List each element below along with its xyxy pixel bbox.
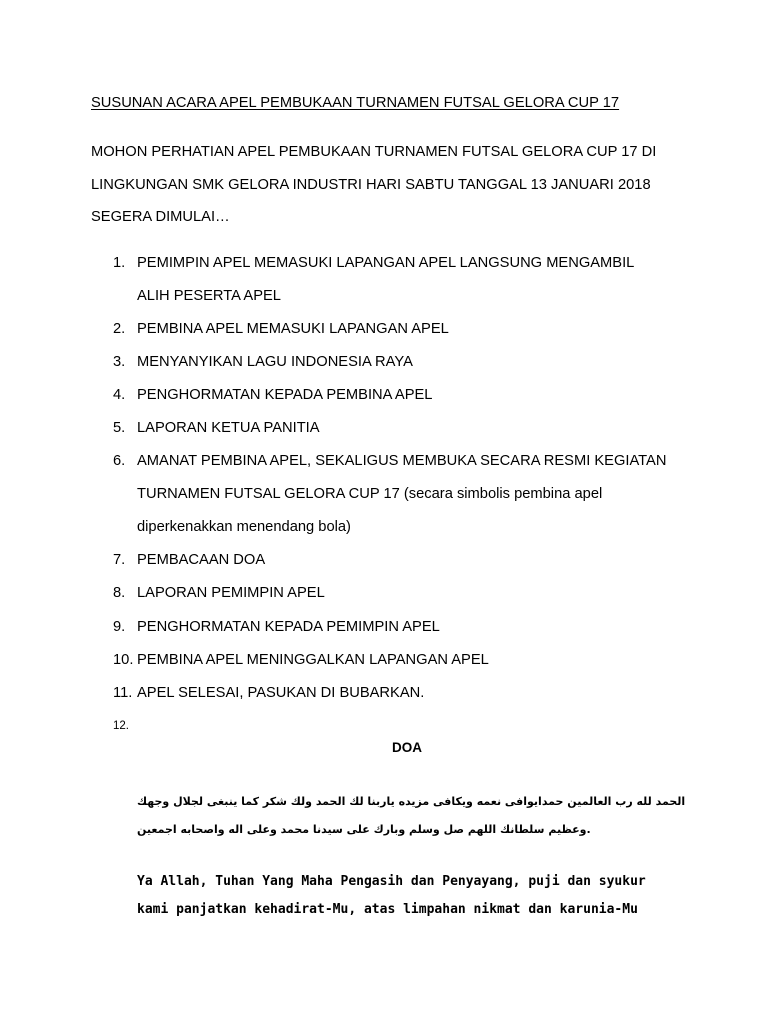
agenda-item-line: ALIH PESERTA APEL (137, 287, 281, 304)
agenda-item-text (137, 644, 489, 677)
arabic-prayer-line: وعظيم سلطانك اللهم صل وسلم وبارك على سيدنا محمد وعلى اله واصحابه اجمعين. (137, 823, 591, 836)
agenda-item (113, 677, 666, 710)
agenda-item-number: 1. (113, 254, 126, 271)
agenda-item-line: LAPORAN PEMIMPIN APEL (137, 585, 325, 602)
agenda-item-number: 2. (113, 320, 126, 337)
agenda-item-number: 12. (113, 719, 129, 732)
agenda-item (113, 379, 666, 412)
agenda-item-number: 4. (113, 386, 126, 403)
agenda-item-line: PEMIMPIN APEL MEMASUKI LAPANGAN APEL LANGSUNG MENGAMBIL (137, 254, 635, 271)
agenda-item-number: 9. (113, 618, 126, 635)
agenda-item-text (137, 313, 449, 346)
agenda-item-line: PENGHORMATAN KEPADA PEMBINA APEL (137, 386, 433, 403)
agenda-item (113, 247, 666, 313)
agenda-item-text (137, 445, 666, 544)
agenda-item-text (137, 412, 320, 445)
agenda-item-line: PENGHORMATAN KEPADA PEMIMPIN APEL (137, 618, 440, 635)
agenda-item-line: LAPORAN KETUA PANITIA (137, 419, 320, 436)
agenda-item-text (137, 577, 325, 610)
announcement-paragraph (91, 136, 656, 234)
agenda-item (113, 544, 666, 577)
indonesian-prayer-line: Ya Allah, Tuhan Yang Maha Pengasih dan Penyayang, puji dan syukur (137, 874, 646, 889)
agenda-item-line: diperkenakkan menendang bola) (137, 519, 351, 536)
agenda-item-number: 7. (113, 552, 126, 569)
agenda-item-text (137, 677, 424, 710)
announcement-line: MOHON PERHATIAN APEL PEMBUKAAN TURNAMEN FUTSAL GELORA CUP 17 DI (91, 144, 657, 160)
agenda-item-line: MENYANYIKAN LAGU INDONESIA RAYA (137, 353, 413, 370)
page-title: SUSUNAN ACARA APEL PEMBUKAAN TURNAMEN FUTSAL GELORA CUP 17 (91, 95, 620, 111)
announcement-line: LINGKUNGAN SMK GELORA INDUSTRI HARI SABTU TANGGAL 13 JANUARI 2018 (91, 176, 651, 193)
indonesian-prayer (137, 868, 646, 924)
agenda-item-number: 11. (113, 684, 133, 701)
agenda-item-line: PEMBACAAN DOA (137, 552, 266, 569)
agenda-item-text (137, 544, 265, 577)
arabic-prayer-line: الحمد لله رب العالمين حمدايوافى نعمه ويكافى مزيده ياربنا لك الحمد ولك شكر كما ينبغى لجلال وجهك (137, 795, 686, 808)
agenda-item (113, 577, 666, 610)
indonesian-prayer-line: kami panjatkan kehadirat-Mu, atas limpahan nikmat dan karunia-Mu (137, 902, 638, 917)
agenda-item-text (137, 346, 413, 379)
agenda-item (113, 710, 666, 743)
agenda-item-text (137, 247, 634, 313)
agenda-item (113, 611, 666, 644)
agenda-item-line: APEL SELESAI, PASUKAN DI BUBARKAN. (137, 684, 425, 701)
agenda-item-number: 10. (113, 651, 134, 668)
agenda-item-line: TURNAMEN FUTSAL GELORA CUP 17 (secara simbolis pembina apel (137, 486, 603, 503)
announcement-line: SEGERA DIMULAI… (91, 209, 230, 226)
agenda-item-number: 3. (113, 353, 126, 370)
prayer-heading: DOA (392, 740, 422, 755)
agenda-item (113, 313, 666, 346)
agenda-item-number: 5. (113, 419, 126, 436)
agenda-item (113, 445, 666, 544)
agenda-item-line: PEMBINA APEL MENINGGALKAN LAPANGAN APEL (137, 651, 489, 668)
agenda-item-number: 6. (113, 453, 126, 470)
arabic-prayer (137, 788, 685, 844)
agenda-list (113, 247, 666, 743)
agenda-item (113, 412, 666, 445)
agenda-item-number: 8. (113, 585, 126, 602)
agenda-item-line: AMANAT PEMBINA APEL, SEKALIGUS MEMBUKA SECARA RESMI KEGIATAN (137, 453, 667, 470)
agenda-item-text (137, 611, 440, 644)
agenda-item (113, 346, 666, 379)
agenda-item (113, 644, 666, 677)
agenda-item-text (137, 379, 432, 412)
agenda-item-line: PEMBINA APEL MEMASUKI LAPANGAN APEL (137, 320, 449, 337)
